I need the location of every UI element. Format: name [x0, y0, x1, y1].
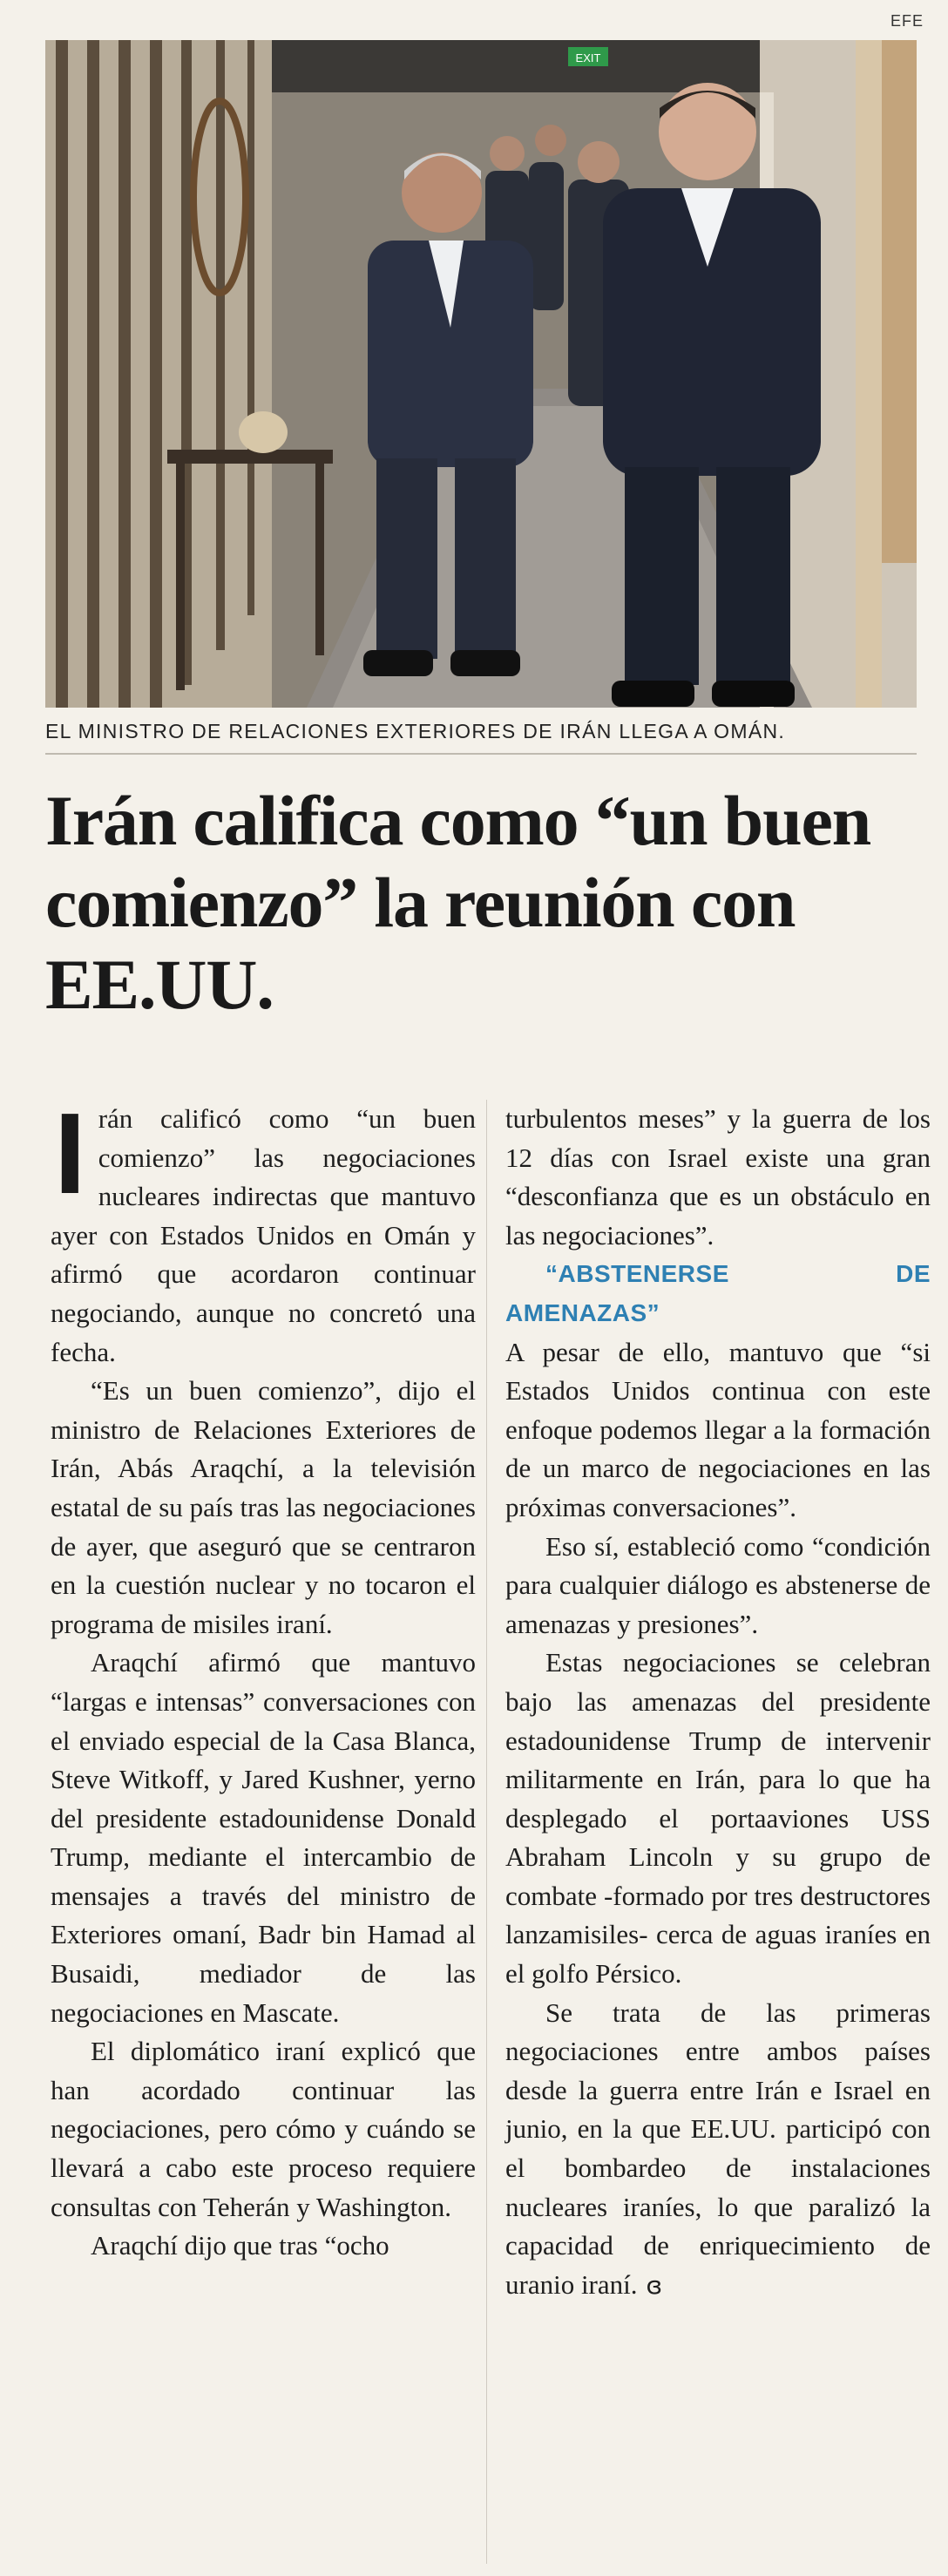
paragraph: Eso sí, estableció como “condición para cualquier diálogo es abstenerse de amenazas y presiones”.	[505, 1530, 931, 1639]
drop-cap: I	[54, 1089, 86, 1217]
paragraph: Se trata de las primeras negociaciones entre ambos países desde la guerra entre Irán e Israel en junio, en la que EE.UU. participó con el bombardeo de instalaciones nucleares iraníes, lo que paralizó la capacidad de enriquecimiento de uranio iraní. ɞ	[505, 1996, 931, 2300]
paragraph: Irán calificó como “un buen comienzo” las negociaciones nucleares indirectas que mantuvo ayer con Estados Unidos en Omán y afirmó que acordaron continuar negociando, aunque no concretó una fecha.	[51, 1089, 476, 1367]
photo-caption: EL MINISTRO DE RELACIONES EXTERIORES DE IRÁN LLEGA A OMÁN.	[45, 720, 786, 742]
paragraph: Estas negociaciones se celebran bajo las amenazas del presidente estadounidense Trump de intervenir militarmente en Irán, para lo que ha desplegado el portaaviones USS Abraham Lincoln y su grupo de combate -formado por tres destructores lanzamisiles- cerca de aguas iraníes en el golfo Pérsico.	[505, 1647, 931, 1990]
divider	[45, 753, 917, 755]
paragraph: turbulentos meses” y la guerra de los 12 días con Israel existe una gran “desconfianza que es un obstáculo en las negociaciones”.	[505, 1103, 931, 1251]
paragraph: Araqchí afirmó que mantuvo “largas e intensas” conversaciones con el enviado especial de la Casa Blanca, Steve Witkoff, y Jared Kushner, yerno del presidente estadounidense Donald Trump, mediante el intercambio de mensajes a través del ministro de Exteriores omaní, Badr bin Hamad al Busaidi, mediador de las negociaciones en Mascate.	[51, 1647, 476, 2028]
photo-officials-walking-hallway-icon	[45, 40, 917, 708]
paragraph: A pesar de ello, mantuvo que “si Estados Unidos continua con este enfoque podemos llegar a la formación de un marco de negociaciones en las próximas conversaciones”.	[505, 1336, 931, 1522]
subheading: “ABSTENERSE DE AMENAZAS”	[505, 1260, 931, 1326]
article-photo	[45, 40, 917, 708]
exit-sign: EXIT	[575, 51, 601, 64]
paragraph: “Es un buen comienzo”, dijo el ministro de Relaciones Exteriores de Irán, Abás Araqchí, a la televisión estatal de su país tras las negociaciones de ayer, que aseguró que se centraron en la cuestión nuclear y no tocaron el programa de misiles iraní.	[51, 1375, 476, 1639]
paragraph: El diplomático iraní explicó que han acordado continuar las negociaciones, pero cómo y cuándo se llevará a cabo este proceso requiere consultas con Teherán y Washington.	[51, 2036, 476, 2222]
end-of-article-icon: ɞ	[646, 2270, 663, 2300]
article-column-1	[51, 1089, 476, 2266]
column-divider	[486, 1100, 487, 2564]
photo-credit: EFE	[890, 12, 924, 30]
paragraph: Araqchí dijo que tras “ocho	[91, 2230, 389, 2261]
headline: Irán califica como “un buen comienzo” la reunión con EE.UU.	[45, 781, 871, 1024]
article-column-2	[505, 1100, 931, 2305]
